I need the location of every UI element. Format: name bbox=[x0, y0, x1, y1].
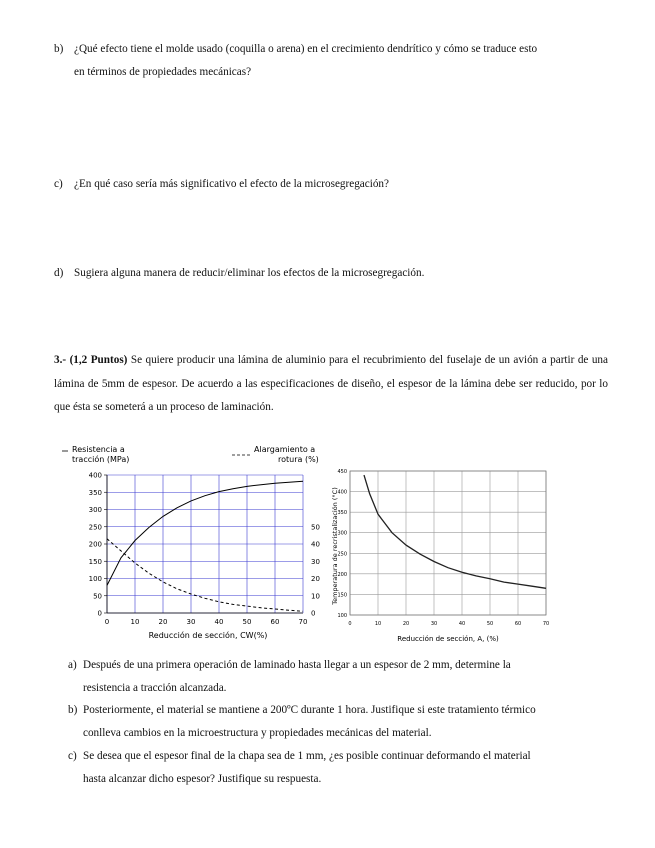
x-tick-label: 30 bbox=[186, 618, 196, 626]
question-c bbox=[54, 173, 608, 196]
x-tick-label: 70 bbox=[542, 621, 550, 627]
subquestion-text-cont: conlleva cambios en la microestructura y propiedades mecánicas del material. bbox=[83, 726, 432, 739]
x-tick-label: 60 bbox=[514, 621, 522, 627]
y-left-tick-label: 0 bbox=[97, 609, 102, 618]
recrystallization-series-line bbox=[364, 475, 546, 588]
y-right-tick-label: 10 bbox=[311, 592, 320, 601]
y-right-tick-label: 20 bbox=[311, 575, 320, 583]
legend-right-line2: rotura (%) bbox=[278, 455, 319, 464]
subquestion-text: Después de una primera operación de laminado hasta llegar a un espesor de 2 mm, determine la bbox=[83, 659, 511, 671]
y-tick-label: 200 bbox=[337, 571, 347, 578]
x-tick-label: 50 bbox=[242, 618, 252, 626]
y-tick-label: 150 bbox=[337, 592, 347, 599]
question-label: c) bbox=[54, 178, 63, 190]
y-tick-label: 350 bbox=[337, 510, 347, 517]
subquestion-text: Se desea que el espesor final de la chapa sea de 1 mm, ¿es posible continuar deformando el material bbox=[83, 750, 531, 762]
x-tick-label: 20 bbox=[158, 618, 168, 626]
x-tick-label: 70 bbox=[298, 618, 308, 626]
problem-text: Se quiere producir una lámina de aluminio para el recubrimiento del fuselaje de un avión a partir de una lámina de 5mm de espesor. De acuerdo a las especificaciones de diseño, el espesor de la lámina debe ser reducido, por lo que ésta se someterá a un proceso de laminación. bbox=[54, 354, 608, 413]
y-tick-label: 400 bbox=[337, 489, 347, 496]
subquestion-text: Posteriormente, el material se mantiene a 200ºC durante 1 hora. Justifique si este tratamiento térmico bbox=[83, 704, 536, 716]
question-label: b) bbox=[54, 43, 64, 55]
y-left-tick-label: 150 bbox=[88, 557, 102, 566]
question-text-cont: en términos de propiedades mecánicas? bbox=[74, 66, 252, 78]
question-b bbox=[54, 38, 608, 84]
subquestion-text-cont: hasta alcanzar dicho espesor? Justifique su respuesta. bbox=[83, 772, 322, 785]
x-tick-label: 10 bbox=[130, 618, 140, 626]
legend-left-line1: Resistencia a bbox=[72, 445, 125, 454]
x-tick-label: 60 bbox=[270, 618, 280, 626]
y-left-tick-label: 50 bbox=[93, 592, 102, 601]
x-tick-label: 50 bbox=[486, 621, 494, 627]
y-left-tick-label: 250 bbox=[88, 523, 102, 532]
question-label: d) bbox=[54, 267, 64, 279]
question-d bbox=[54, 262, 608, 285]
subquestion-b bbox=[68, 699, 608, 744]
plot-frame bbox=[350, 471, 546, 615]
x-tick-label: 0 bbox=[348, 621, 352, 627]
y-tick-label: 100 bbox=[337, 613, 347, 619]
y-tick-label: 300 bbox=[337, 530, 347, 537]
subquestion-label: c) bbox=[68, 750, 77, 762]
y-left-tick-label: 300 bbox=[88, 506, 102, 514]
x-tick-label: 20 bbox=[402, 621, 410, 627]
strength-elongation-chart bbox=[56, 438, 326, 648]
elongation-series-line bbox=[107, 539, 303, 612]
x-tick-label: 0 bbox=[104, 618, 110, 626]
y-right-tick-label: 0 bbox=[311, 609, 316, 618]
y-left-tick-label: 100 bbox=[88, 575, 102, 583]
legend-right-line1: Alargamiento a bbox=[254, 445, 316, 454]
x-axis-label: Reducción de sección, A, (%) bbox=[397, 635, 499, 643]
y-tick-label: 250 bbox=[337, 551, 347, 558]
y-left-tick-label: 400 bbox=[88, 471, 102, 480]
strength-series-line bbox=[107, 481, 303, 585]
x-tick-label: 40 bbox=[214, 618, 224, 626]
question-text: Sugiera alguna manera de reducir/eliminar los efectos de la microsegregación. bbox=[74, 267, 425, 279]
question-text: ¿Qué efecto tiene el molde usado (coquilla o arena) en el crecimiento dendrítico y cómo se traduce esto bbox=[74, 43, 538, 55]
y-left-tick-label: 350 bbox=[88, 488, 102, 497]
subquestion-a bbox=[68, 654, 608, 699]
x-tick-label: 30 bbox=[430, 621, 438, 627]
recrystallization-chart bbox=[328, 464, 558, 650]
x-tick-label: 10 bbox=[374, 621, 382, 627]
subquestion-label: a) bbox=[68, 659, 77, 671]
y-right-tick-label: 40 bbox=[311, 540, 320, 549]
problem-3 bbox=[54, 349, 608, 420]
x-axis-label: Reducción de sección, CW(%) bbox=[148, 631, 268, 640]
legend-left-line2: tracción (MPa) bbox=[72, 455, 130, 464]
y-left-tick-label: 200 bbox=[88, 540, 102, 549]
y-right-tick-label: 50 bbox=[311, 523, 320, 532]
subquestion-c bbox=[68, 745, 608, 790]
subquestion-label: b) bbox=[68, 704, 78, 716]
y-tick-label: 450 bbox=[337, 469, 347, 475]
y-right-tick-label: 30 bbox=[311, 557, 320, 566]
subquestion-text-cont: resistencia a tracción alcanzada. bbox=[83, 681, 227, 694]
x-tick-label: 40 bbox=[458, 621, 466, 627]
y-axis-label: Temperatura de recristalización (°C) bbox=[331, 487, 339, 605]
problem-title: 3.- (1,2 Puntos) bbox=[54, 354, 128, 366]
question-text: ¿En qué caso sería más significativo el efecto de la microsegregación? bbox=[74, 178, 389, 190]
